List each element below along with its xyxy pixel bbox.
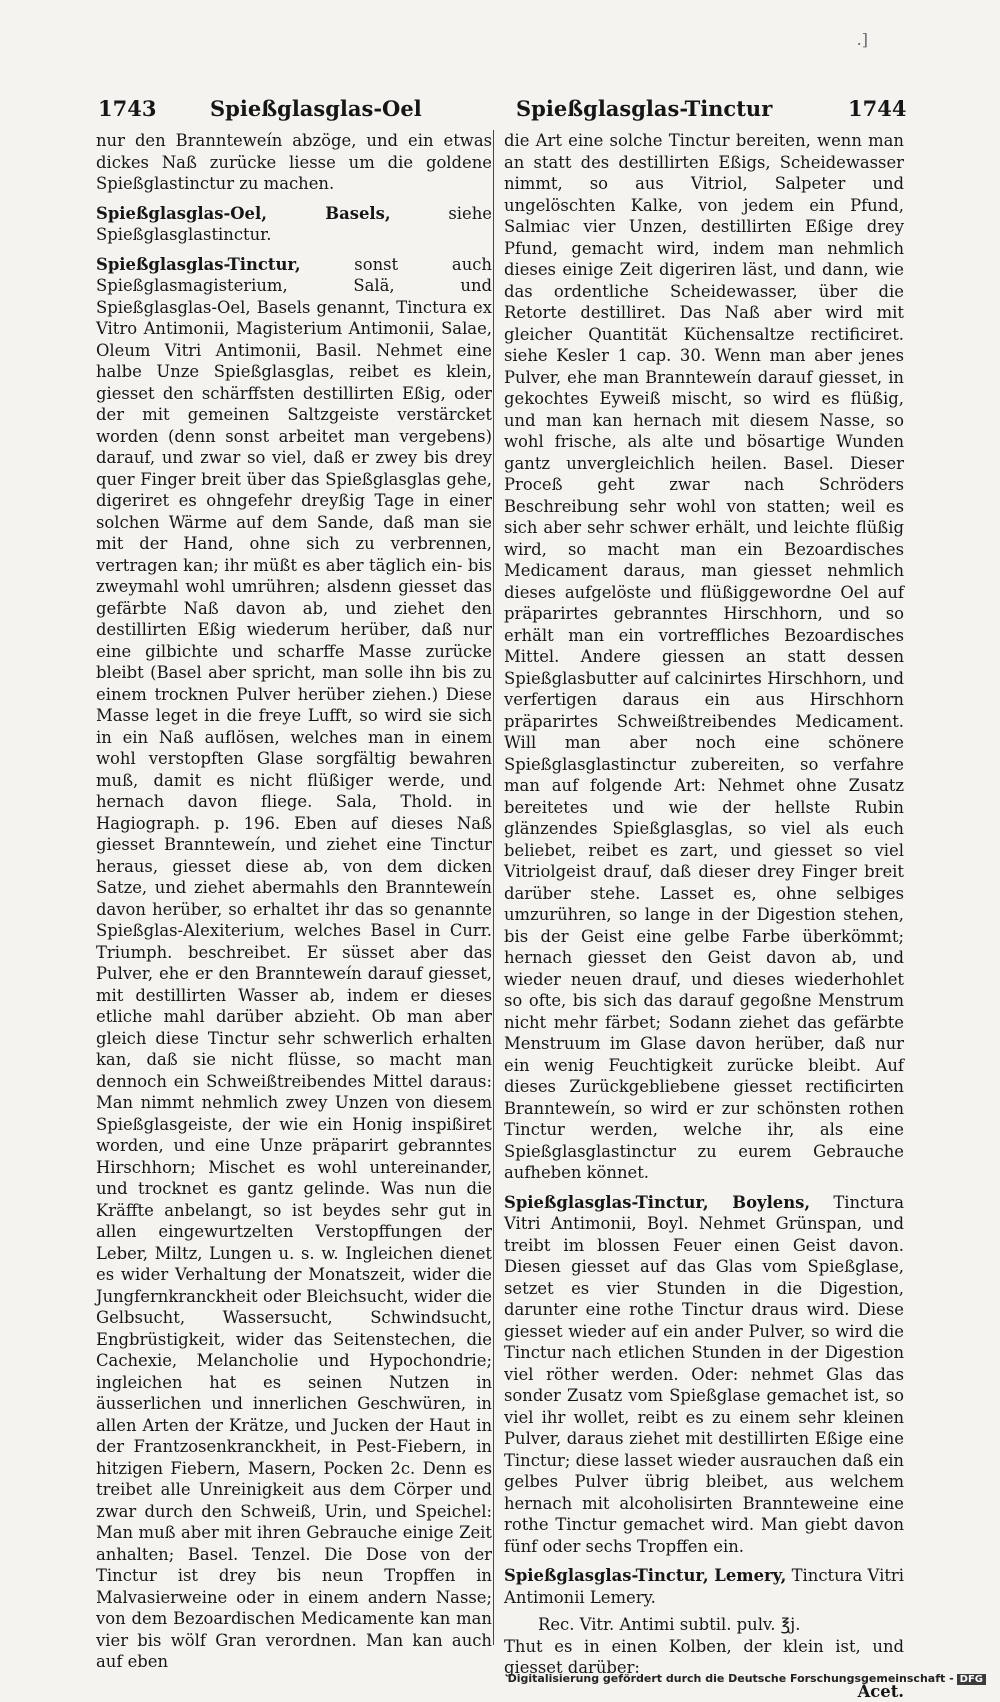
running-head-left: Spießglasglas-Oel [210,96,422,121]
entry-tinctur-boylens [504,1192,904,1558]
entry-heading: Spießglasglas-Oel, Basels, [96,204,391,223]
entry-heading: Spießglasglas-Tinctur, [96,255,301,274]
catchword: Acet. [504,1681,904,1702]
footer-text: Digitalisierung gefördert durch die Deutsche Forschungsgemeinschaft - [508,1672,954,1685]
entry-text: Tinctura Vitri Antimonii, Boyl. Nehmet Grünspan, und treibt im blossen Feuer einen Geist davon. Diesen giesset auf das Glas vom Spießglase, setzet es vier Stunden in die Digestion, darunter eine rothe Tinctur draus wird. Diese giesset wieder auf ein ander Pulver, so wird die Tinctur nach etlichen Stunden in der Digestion viel röther werden. Oder: nehmet Glas das sonder Zusatz vom Spießglase gemachet ist, so viel ihr wollet, reibt es zu einem sehr kleinen Pulver, daraus ziehet mit destillirten Eßige eine Tinctur; diese lasset wieder ausrauchen daß ein gelbes Pulver übrig bleibet, aus welchem hernach mit alcoholisirten Brannteweine eine rothe Tinctur gemachet wird. Man giebt davon fünf oder sechs Tropffen ein. [504,1193,904,1556]
entry-heading: Spießglasglas-Tinctur, Lemery, [504,1566,786,1585]
left-column [96,130,492,1673]
corner-mark: .] [857,30,868,49]
entry-text: Tinctura Vitri Antimonii Lemery. [504,1566,904,1607]
left-continuation-paragraph: nur den Brannteweín abzöge, und ein etwas dickes Naß zurücke liesse um die goldene Spießglastinctur zu machen. [96,130,492,195]
entry-tinctur-lemery [504,1565,904,1608]
recipe-line: Rec. Vitr. Antimi subtil. pulv. ℥j. [504,1614,904,1636]
page-number-left: 1743 [98,96,156,121]
dfg-logo-icon: DFG [957,1674,986,1685]
running-head-right: Spießglasglas-Tinctur [516,96,772,121]
entry-heading: Spießglasglas-Tinctur, Boylens, [504,1193,810,1212]
entry-text: siehe Spießglasglastinctur. [96,204,492,245]
entry-spiessglasglas-tinctur [96,254,492,1673]
entry-text: sonst auch Spießglasmagisterium, Salä, und Spießglasglas-Oel, Basels genannt, Tinctura ex Vitro Antimonii, Magisterium Antimonii, Salae, Oleum Vitri Antimonii, Basil. Nehmet eine halbe Unze Spießglasglas, reibet es klein, giesset den schärffsten destillirten Eßig, oder der mit gemeinen Saltzgeiste verstärcket worden (denn sonst arbeitet man vergebens) darauf, und zwar so viel, daß er zwey bis drey quer Finger breit über das Spießglasglas gehe, digeriret es ohngefehr dreyßig Tage in einer solchen Wärme auf dem Sande, daß man sie mit der Hand, ohne sich zu verbrennen, vertragen kan; ihr müßt es aber täglich ein- bis zweymahl wohl umrühren; alsdenn giesset das gefärbte Naß davon ab, und ziehet den destillirten Eßig wiederum herüber, daß nur eine gilbichte und scharffe Masse zurücke bleibt (Basel aber spricht, man solle ihn bis zu einem trocknen Pulver herüber ziehen.) Diese Masse leget in die freye Lufft, so wird sie sich in ein Naß auflösen, welches man in einem wohl verstopften Glase sorgfältig bewahren muß, damit es nicht flüßiger werde, und hernach davon fliege. Sala, Thold. in Hagiograph. p. 196. Eben auf dieses Naß giesset Brannteweín, und ziehet eine Tinctur heraus, giesset diese ab, von dem dicken Satze, und ziehet abermahls den Brannteweín davon herüber, so erhaltet ihr das so genannte Spießglas-Alexiterium, welches Basel in Curr. Triumph. beschreibet. Er süsset aber das Pulver, ehe er den Brannteweín darauf giesset, mit destillirten Wasser ab, indem er dieses etliche mahl darüber abzieht. Ob man aber gleich diese Tinctur sehr schwerlich erhalten kan, daß sie nicht flüsse, so macht man dennoch ein Schweißtreibendes Mittel daraus: Man nimmt nehmlich zwey Unzen von diesem Spießglasgeiste, der wie ein Honig inspißiret worden, und eine Unze präparirt gebranntes Hirschhorn; Mischet es wohl untereinander, und trocknet es gantz gelinde. Was nun die Kräffte anbelangt, so ist beydes sehr gut in allen eingewurtzelten Verstopffungen der Leber, Miltz, Lungen u. s. w. Ingleichen dienet es wider Verhaltung der Monatszeit, wider die Jungfernkranckheit oder Bleichsucht, wider die Gelbsucht, Wassersucht, Schwindsucht, Engbrüstigkeit, wider das Seitenstechen, die Cachexie, Melancholie und Hypochondrie; ingleichen hat es seinen Nutzen in äusserlichen und innerlichen Geschwüren, in allen Arten der Krätze, und Jucken der Haut in der Frantzosenkranckheit, in Pest-Fiebern, in hitzigen Fiebern, Masern, Pocken 2c. Denn es treibet alle Unreinigkeit aus dem Cörper und zwar durch den Schweiß, Urin, und Speichel: Man muß aber mit ihren Gebrauche einige Zeit anhalten; Basel. Tenzel. Die Dose von der Tinctur ist drey bis neun Tropffen in Malvasierweine oder in einem andern Nasse; von dem Bezoardischen Medicamente kan man vier bis wölf Gran verordnen. Man kan auch auf eben [96,255,492,1672]
right-continuation-paragraph: die Art eine solche Tinctur bereiten, wenn man an statt des destillirten Eßigs, Scheidewasser nimmt, so aus Vitriol, Salpeter und ungelöschten Kalke, von jedem ein Pfund, Salmiac vier Unzen, destillirten Eßige drey Pfund, gemacht wird, indem man nehmlich dieses einige Zeit digeriren läst, und dann, wie das ordentliche Scheidewasser, über die Retorte destilliret. Das Naß aber wird mit gleicher Quantität Küchensaltze rectificiret. siehe Kesler 1 cap. 30. Wenn man aber jenes Pulver, ehe man Brannteweín darauf giesset, in gekochtes Eyweiß mischt, so wird es flüßig, und man kan hernach mit diesem Nasse, so wohl frische, als alte und bösartige Wunden gantz unvergleichlich heilen. Basel. Dieser Proceß geht zwar nach Schröders Beschreibung sehr wohl von statten; weil es sich aber sehr schwer erhält, und leichte flüßig wird, so macht man ein Bezoardisches Medicament daraus, man giesset nehmlich dieses aufgelöste und flüßiggewordne Oel auf präparirtes gebranntes Hirschhorn, und so erhält man ein vortreffliches Bezoardisches Mittel. Andere giessen an statt dessen Spießglasbutter auf calcinirtes Hirschhorn, und verfertigen daraus ein aus Hirschhorn präparirtes Schweißtreibendes Medicament. Will man aber noch eine schönere Spießglasglastinctur zubereiten, so verfahre man auf folgende Art: Nehmet ohne Zusatz bereitetes und wie der hellste Rubin glänzendes Spießglasglas, so viel als euch beliebet, reibet es zart, und giesset so viel Vitriolgeist drauf, daß dieser drey Finger breit darüber stehe. Lasset es, ohne selbiges umzurühren, so lange in der Digestion stehen, bis der Geist eine gelbe Farbe überkömmt; hernach giesset den Geist davon ab, und wieder neuen drauf, und dieses wiederhohlet so ofte, bis sich das darauf gegoßne Menstrum nicht mehr färbet; Sodann ziehet das gefärbte Menstruum im Glase davon herüber, daß nur ein wenig Feuchtigkeit zurücke bleibt. Auf dieses Zurückgebliebene giesset rectificirten Brannteweín, so wird er zur schönsten rothen Tinctur werden, welche ihr, als eine Spießglasglastinctur zu eurem Gebrauche aufheben könnet. [504,130,904,1184]
digitization-footer [508,1672,986,1685]
page-number-right: 1744 [848,96,906,121]
column-divider [493,130,494,1645]
closing-paragraph: Thut es in einen Kolben, der klein ist, und giesset darüber: [504,1636,904,1679]
entry-oel-basels [96,203,492,246]
right-column [504,130,904,1702]
